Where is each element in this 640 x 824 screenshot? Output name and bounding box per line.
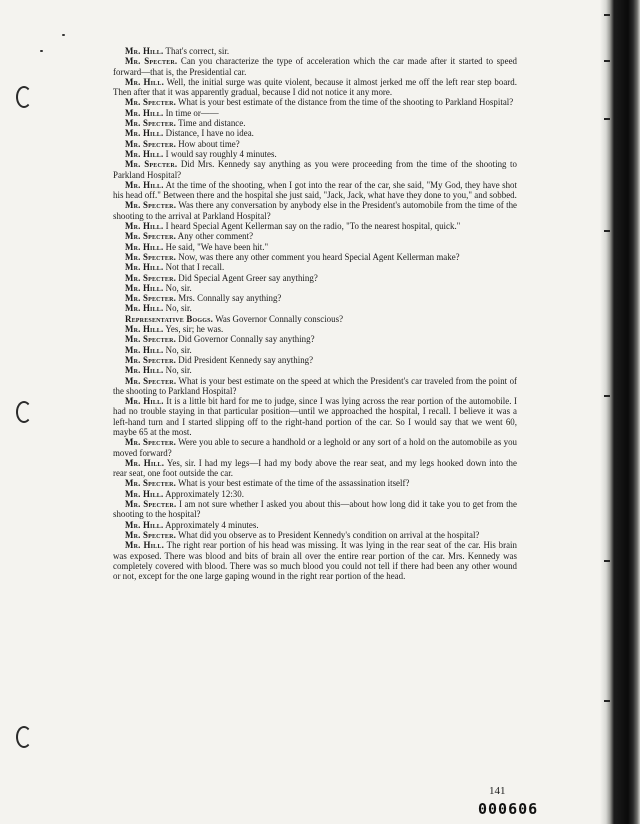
transcript-paragraph <box>113 293 517 303</box>
speaker-name: Mr. Hill. <box>125 221 164 232</box>
speaker-name: Mr. Hill. <box>125 179 164 190</box>
spoken-text: I would say roughly 4 minutes. <box>165 148 277 159</box>
transcript-paragraph <box>113 355 517 365</box>
transcript-paragraph <box>113 499 517 520</box>
speaker-name: Mr. Hill. <box>125 457 165 468</box>
speaker-name: Mr. Hill. <box>125 148 164 159</box>
spoken-text: At the time of the shooting, when I got into the rear of the car, she said, "My God, they have shot his head off." Between there and the hospital she just said, "Jack, Jack, what have they done to you," and sobbed. <box>113 179 517 201</box>
spoken-text: No, sir. <box>165 344 192 355</box>
speaker-name: Mr. Specter. <box>125 56 178 67</box>
transcript-paragraph <box>113 159 517 180</box>
transcript-paragraph <box>113 221 517 231</box>
speaker-name: Representative Boggs. <box>125 313 214 324</box>
scan-edge-shadow <box>600 0 640 824</box>
speaker-name: Mr. Hill. <box>125 46 164 56</box>
transcript-paragraph <box>113 97 517 107</box>
spoken-text: Did Special Agent Greer say anything? <box>178 272 318 283</box>
spoken-text: No, sir. <box>165 303 192 314</box>
speaker-name: Mr. Hill. <box>125 488 164 499</box>
spoken-text: Any other comment? <box>177 231 254 242</box>
transcript-paragraph <box>113 458 517 479</box>
transcript-paragraph <box>113 46 517 56</box>
spoken-text: Was Governor Connally conscious? <box>215 313 344 324</box>
spoken-text: The right rear portion of his head was missing. It was lying in the rear seat of the car. His brain was exposed. There was blood and bits of brain all over the entire rear portion of the car. Mrs. Kennedy was completely covered with blood. There was so much blood you could not tell if there had been any other wound or not, except for the one large gaping wound in the right rear portion of the head. <box>113 540 517 582</box>
transcript-paragraph <box>113 376 517 397</box>
spoken-text: What is your best estimate on the speed at which the President's car traveled from the point of the shooting to Parkland Hospital? <box>113 375 518 396</box>
spoken-text: Distance, I have no idea. <box>165 128 254 139</box>
speaker-name: Mr. Specter. <box>125 97 177 108</box>
transcript-paragraph <box>113 540 517 581</box>
transcript-paragraph <box>113 489 517 499</box>
scan-speck <box>62 34 65 36</box>
spoken-text: In time or—— <box>165 107 219 118</box>
transcript-paragraph <box>113 283 517 293</box>
binder-hole-mark <box>16 726 32 748</box>
spoken-text: Did Mrs. Kennedy say anything as you were proceeding from the time of the shooting to Parkland Hospital? <box>113 159 517 180</box>
speaker-name: Mr. Specter. <box>125 354 177 365</box>
speaker-name: Mr. Hill. <box>125 107 164 118</box>
spoken-text: Did Governor Connally say anything? <box>178 334 315 345</box>
transcript-paragraph <box>113 396 517 437</box>
speaker-name: Mr. Hill. <box>125 396 164 407</box>
page-number: 141 <box>489 785 506 797</box>
spoken-text: What is your best estimate of the distance from the time of the shooting to Parkland Hospital? <box>178 97 514 108</box>
speaker-name: Mr. Specter. <box>125 499 177 510</box>
speaker-name: Mr. Hill. <box>125 241 164 252</box>
speaker-name: Mr. Hill. <box>125 365 164 376</box>
speaker-name: Mr. Hill. <box>125 540 164 551</box>
speaker-name: Mr. Specter. <box>125 272 177 283</box>
binder-hole-mark <box>16 86 32 108</box>
spoken-text: No, sir. <box>165 282 192 293</box>
spoken-text: No, sir. <box>165 365 192 376</box>
transcript-paragraph <box>113 231 517 241</box>
transcript-paragraph <box>113 56 517 77</box>
spoken-text: Can you characterize the type of acceleration which the car made after it started to speed forward—that is, the Presidential car. <box>113 56 517 77</box>
document-stamp: 000606 <box>478 800 539 818</box>
speaker-name: Mr. Specter. <box>125 200 177 211</box>
spoken-text: Yes, sir. I had my legs—I had my body above the rear seat, and my legs hooked down into the rear seat, one foot outside the car. <box>113 457 517 479</box>
speaker-name: Mr. Hill. <box>125 128 164 139</box>
transcript-paragraph <box>113 365 517 375</box>
spoken-text: What is your best estimate of the time of the assassination itself? <box>178 478 410 489</box>
transcript-paragraph <box>113 437 517 458</box>
speaker-name: Mr. Hill. <box>125 303 164 314</box>
speaker-name: Mr. Specter. <box>125 231 177 242</box>
transcript-paragraph <box>113 77 517 98</box>
spoken-text: I am not sure whether I asked you about this—about how long did it take you to get from the shooting to the hospital? <box>113 499 517 520</box>
spoken-text: Was there any conversation by anybody else in the President's automobile from the time of the shooting to the arrival at Parkland Hospital? <box>113 200 517 221</box>
transcript-paragraph <box>113 200 517 221</box>
transcript-paragraph <box>113 139 517 149</box>
transcript-paragraph <box>113 128 517 138</box>
binder-hole-mark <box>16 401 32 423</box>
speaker-name: Mr. Hill. <box>125 324 164 335</box>
speaker-name: Mr. Hill. <box>125 344 164 355</box>
transcript-paragraph <box>113 520 517 530</box>
spoken-text: How about time? <box>178 138 240 149</box>
spoken-text: Well, the initial surge was quite violent, because it almost jerked me off the left rear step board. Then after that it was apparently gradual, because I did not notice it any more. <box>113 76 517 98</box>
spoken-text: Now, was there any other comment you heard Special Agent Kellerman make? <box>178 251 460 262</box>
transcript-paragraph <box>113 273 517 283</box>
spoken-text: He said, "We have been hit." <box>165 241 269 252</box>
spoken-text: Not that I recall. <box>165 262 225 273</box>
transcript-paragraph <box>113 314 517 324</box>
transcript-paragraph <box>113 303 517 313</box>
speaker-name: Mr. Specter. <box>125 437 177 448</box>
spoken-text: Were you able to secure a handhold or a leghold or any sort of a hold on the automobile as you moved forward? <box>113 437 518 458</box>
speaker-name: Mr. Hill. <box>125 282 164 293</box>
spoken-text: Approximately 12:30. <box>165 488 244 499</box>
transcript-paragraph <box>113 149 517 159</box>
spoken-text: Yes, sir; he was. <box>165 324 224 335</box>
transcript-paragraph <box>113 242 517 252</box>
speaker-name: Mr. Specter. <box>125 478 177 489</box>
spoken-text: I heard Special Agent Kellerman say on the radio, "To the nearest hospital, quick." <box>165 221 461 232</box>
speaker-name: Mr. Specter. <box>125 159 178 170</box>
transcript-paragraph <box>113 252 517 262</box>
transcript-paragraph <box>113 262 517 272</box>
speaker-name: Mr. Specter. <box>125 334 177 345</box>
speaker-name: Mr. Specter. <box>125 138 177 149</box>
speaker-name: Mr. Hill. <box>125 76 164 87</box>
speaker-name: Mr. Specter. <box>125 251 177 262</box>
spoken-text: Approximately 4 minutes. <box>165 519 259 530</box>
transcript-paragraph <box>113 324 517 334</box>
speaker-name: Mr. Specter. <box>125 375 177 386</box>
transcript-paragraph <box>113 478 517 488</box>
scan-speck <box>40 50 43 52</box>
speaker-name: Mr. Hill. <box>125 519 164 530</box>
transcript-paragraph <box>113 108 517 118</box>
speaker-name: Mr. Hill. <box>125 262 164 273</box>
transcript-paragraph <box>113 530 517 540</box>
transcript-paragraph <box>113 180 517 201</box>
spoken-text: Did President Kennedy say anything? <box>178 354 314 365</box>
speaker-name: Mr. Specter. <box>125 529 177 540</box>
transcript-paragraph <box>113 118 517 128</box>
spoken-text: Time and distance. <box>178 118 246 129</box>
spoken-text: Mrs. Connally say anything? <box>178 293 282 304</box>
spoken-text: It is a little bit hard for me to judge, since I was lying across the rear portion of the automobile. I had no trouble staying in that particular position—until we approached the hospital, I recall. I believe it was a left-hand turn and I started slipping off to the right-hand portion of the car. So I would say that we went 60, maybe 65 at the most. <box>113 396 517 437</box>
speaker-name: Mr. Specter. <box>125 118 177 129</box>
spoken-text: What did you observe as to President Kennedy's condition on arrival at the hospital? <box>178 529 480 540</box>
transcript-paragraph <box>113 345 517 355</box>
spoken-text: That's correct, sir. <box>165 46 230 56</box>
speaker-name: Mr. Specter. <box>125 293 177 304</box>
transcript-paragraph <box>113 334 517 344</box>
testimony-transcript <box>113 46 517 581</box>
